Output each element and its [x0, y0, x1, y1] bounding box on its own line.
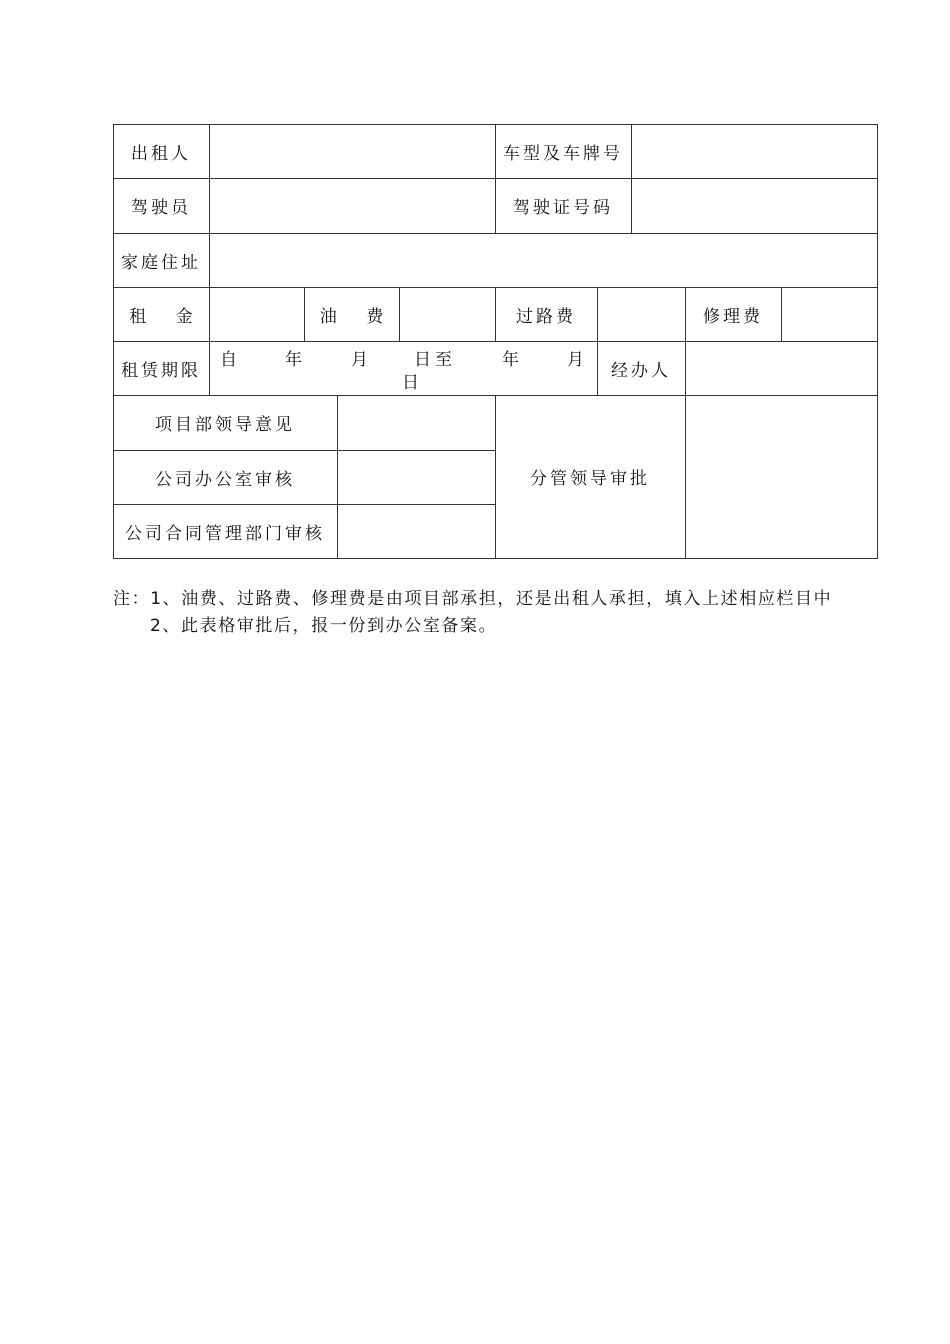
vehicle-field[interactable]	[632, 125, 877, 178]
date-year-2: 年	[502, 350, 519, 370]
lease-period-field[interactable]	[209, 341, 597, 395]
contract-dept-field[interactable]	[338, 505, 495, 558]
date-from: 自	[220, 350, 237, 370]
office-review-label: 公司办公室审核	[155, 469, 295, 490]
license-label: 驾驶证号码	[513, 198, 613, 218]
toll-field[interactable]	[598, 288, 685, 341]
rent-label: 租 金	[129, 306, 205, 327]
repair-label: 修理费	[703, 306, 763, 327]
handler-label: 经办人	[611, 360, 671, 381]
date-day-2: 日	[402, 373, 419, 393]
lessor-field[interactable]	[210, 125, 495, 178]
form-notes	[113, 586, 832, 640]
fuel-field[interactable]	[400, 288, 495, 341]
driver-field[interactable]	[210, 179, 495, 233]
date-month-1: 月	[351, 350, 368, 370]
supervisor-label: 分管领导审批	[530, 469, 650, 489]
license-field[interactable]	[632, 179, 877, 233]
vehicle-lease-form-table	[113, 124, 878, 559]
project-leader-field[interactable]	[338, 396, 495, 450]
lease-period-label: 租赁期限	[121, 360, 201, 381]
office-review-field[interactable]	[338, 451, 495, 504]
handler-field[interactable]	[686, 342, 877, 395]
lessor-label: 出租人	[131, 144, 191, 164]
note-line-2: 2、此表格审批后，报一份到办公室备案。	[150, 616, 498, 636]
date-day-to: 日至	[414, 350, 456, 370]
note-line-1: 注：1、油费、过路费、修理费是由项目部承担，还是出租人承担，填入上述相应栏目中	[113, 589, 833, 609]
contract-dept-label: 公司合同管理部门审核	[125, 523, 325, 544]
project-leader-label: 项目部领导意见	[155, 415, 295, 435]
driver-label: 驾驶员	[131, 198, 191, 218]
supervisor-field[interactable]	[686, 396, 877, 558]
fuel-label: 油 费	[319, 306, 396, 327]
address-label: 家庭住址	[121, 252, 201, 273]
date-month-2: 月	[567, 350, 584, 370]
address-field[interactable]	[210, 234, 877, 287]
date-year-1: 年	[285, 350, 302, 370]
repair-field[interactable]	[782, 288, 877, 341]
rent-field[interactable]	[210, 288, 304, 341]
vehicle-label: 车型及车牌号	[503, 144, 623, 164]
toll-label: 过路费	[516, 306, 576, 327]
